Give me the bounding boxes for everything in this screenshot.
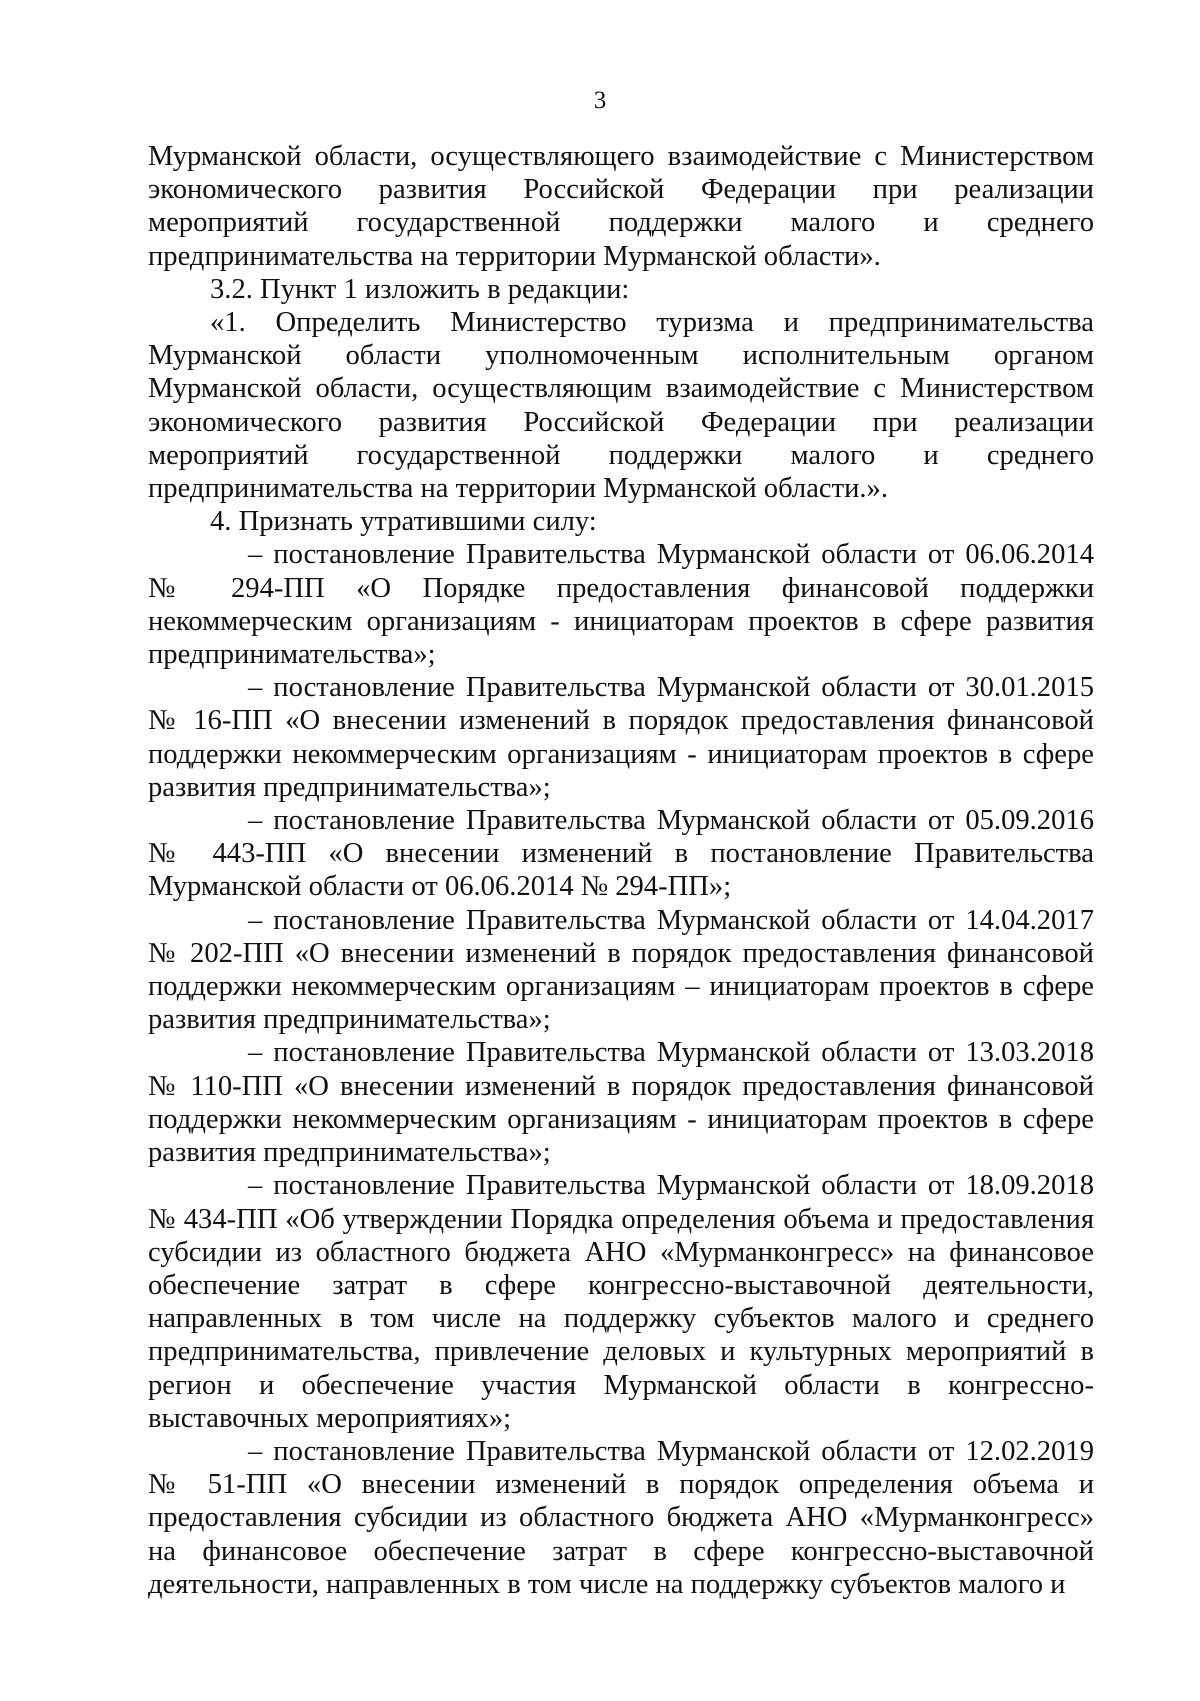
paragraph-3-2: 3.2. Пункт 1 изложить в редакции: (210, 273, 630, 305)
paragraph-4: 4. Признать утратившими силу: (210, 506, 597, 538)
page-number: 3 (593, 87, 607, 114)
repealed-item-2018-september: – постановление Правительства Мурманской области от 18.09.2018 № 434-ПП «Об утверждении Порядка определения объема и предоставления субсидии из областного бюджета АНО «Мурманконгресс» на финансовое обеспечение затрат в сфере конгрессно-выставочной деятельности, направленных в том числе на поддержку субъектов малого и среднего предпринимательства, привлечение деловых и культурных мероприятий в регион и обеспечение участия Мурманской области в конгрессно-выставочных мероприятиях»; (148, 1170, 1094, 1434)
repealed-item-2014: – постановление Правительства Мурманской области от 06.06.2014 № 294-ПП «О Порядке предоставления финансовой поддержки некоммерческим организациям - инициаторам проектов в сфере развития предпринимательства»; (148, 539, 1094, 671)
repealed-item-2019: – постановление Правительства Мурманской области от 12.02.2019 № 51-ПП «О внесении изменений в порядок определения объема и предоставления субсидии из областного бюджета АНО «Мурманконгресс» на финансовое обеспечение затрат в сфере конгрессно-выставочной деятельности, направленных в том числе на поддержку субъектов малого и (148, 1435, 1094, 1600)
document-body (148, 140, 1094, 1601)
repealed-item-2015: – постановление Правительства Мурманской области от 30.01.2015 № 16-ПП «О внесении изменений в порядок предоставления финансовой поддержки некоммерческим организациям - инициаторам проектов в сфере развития предпринимательства»; (148, 672, 1094, 803)
repealed-item-2016: – постановление Правительства Мурманской области от 05.09.2016 № 443-ПП «О внесении изменений в постановление Правительства Мурманской области от 06.06.2014 № 294-ПП»; (148, 805, 1094, 903)
paragraph-continuation: Мурманской области, осуществляющего взаимодействие с Министерством экономического развития Российской Федерации при реализации мероприятий государственной поддержки малого и среднего предпринимательства на территории Мурманской области». (148, 141, 1094, 272)
repealed-item-2017: – постановление Правительства Мурманской области от 14.04.2017 № 202-ПП «О внесении изменений в порядок предоставления финансовой поддержки некоммерческим организациям – инициаторам проектов в сфере развития предпринимательства»; (148, 904, 1094, 1036)
repealed-item-2018-march: – постановление Правительства Мурманской области от 13.03.2018 № 110-ПП «О внесении изменений в порядок предоставления финансовой поддержки некоммерческим организациям - инициаторам проектов в сфере развития предпринимательства»; (148, 1037, 1094, 1169)
paragraph-quoted-item-1: «1. Определить Министерство туризма и предпринимательства Мурманской области уполномоченным исполнительным органом Мурманской области, осуществляющим взаимодействие с Министерством экономического развития Российской Федерации при реализации мероприятий государственной поддержки малого и среднего предпринимательства на территории Мурманской области.». (148, 307, 1094, 505)
